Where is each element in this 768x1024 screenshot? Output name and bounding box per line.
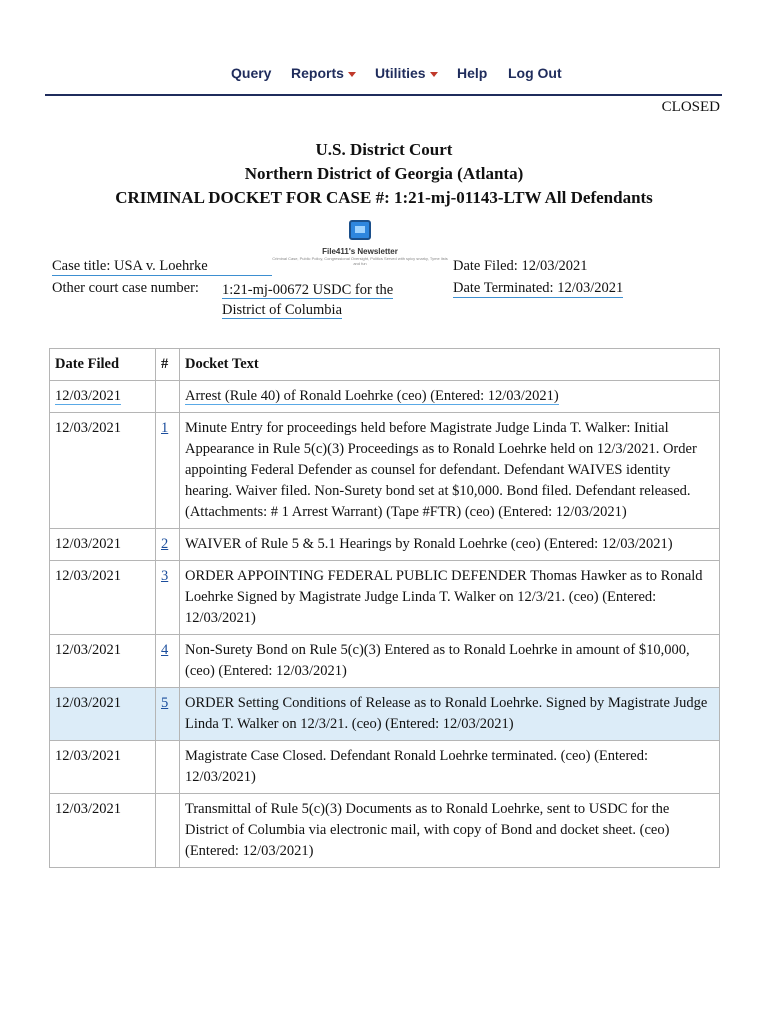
newsletter-banner[interactable] xyxy=(270,220,450,272)
row-docket-text: Minute Entry for proceedings held before Magistrate Judge Linda T. Walker: Initial Appearance in Rule 5(c)(3) Proceedings as to Ronald Loehrke held on 12/3/2021. Order appointing Federal Defender as counsel for defendant. Defendant WAIVES identity hearing. Waiver filed. Non-Surety bond set at $10,000. Bond filed. Defendant released. (Attachments: # 1 Arrest Warrant) (Tape #FTR) (ceo) (Entered: 12/03/2021) xyxy=(180,413,720,529)
row-date: 12/03/2021 xyxy=(50,381,156,413)
row-docket-text: WAIVER of Rule 5 & 5.1 Hearings by Ronald Loehrke (ceo) (Entered: 12/03/2021) xyxy=(180,529,720,561)
table-row xyxy=(50,561,720,635)
document-link[interactable]: 3 xyxy=(161,568,169,584)
nav-logout[interactable] xyxy=(508,65,562,81)
row-number xyxy=(156,635,180,688)
table-header-row xyxy=(50,349,720,381)
court-district: Northern District of Georgia (Atlanta) xyxy=(244,164,524,183)
row-number xyxy=(156,741,180,794)
row-date: 12/03/2021 xyxy=(50,794,156,868)
case-status: CLOSED xyxy=(661,99,720,115)
row-docket-text: ORDER Setting Conditions of Release as to Ronald Loehrke. Signed by Magistrate Judge Linda T. Walker on 12/3/21. (ceo) (Entered: 12/03/2021) xyxy=(180,688,720,741)
newsletter-logo-icon xyxy=(349,220,371,240)
row-docket-text: Magistrate Case Closed. Defendant Ronald Loehrke terminated. (ceo) (Entered: 12/03/2021) xyxy=(180,741,720,794)
table-row xyxy=(50,794,720,868)
nav-help[interactable] xyxy=(457,65,487,81)
row-docket-text: Transmittal of Rule 5(c)(3) Documents as to Ronald Loehrke, sent to USDC for the District of Columbia via electronic mail, with copy of Bond and docket sheet. (ceo) (Entered: 12/03/2021) xyxy=(180,794,720,868)
date-terminated: Date Terminated: 12/03/2021 xyxy=(453,280,624,296)
header-number: # xyxy=(156,349,180,381)
row-date: 12/03/2021 xyxy=(50,529,156,561)
date-filed: Date Filed: 12/03/2021 xyxy=(453,258,588,274)
nav-utilities-label: Utilities xyxy=(375,65,426,81)
document-link[interactable]: 1 xyxy=(161,420,169,436)
nav-help-label: Help xyxy=(457,65,488,81)
nav-reports-label: Reports xyxy=(291,65,344,81)
case-title: Case title: USA v. Loehrke xyxy=(52,258,272,276)
row-number xyxy=(156,794,180,868)
row-number xyxy=(156,413,180,529)
court-name: U.S. District Court xyxy=(315,140,453,159)
table-row xyxy=(50,381,720,413)
table-row xyxy=(50,413,720,529)
table-row xyxy=(50,635,720,688)
other-case-number[interactable] xyxy=(222,280,393,320)
nav-utilities[interactable] xyxy=(375,65,438,81)
row-docket-text: Arrest (Rule 40) of Ronald Loehrke (ceo) (Entered: 12/03/2021) xyxy=(180,381,720,413)
top-nav xyxy=(0,62,768,86)
other-case-number-line2: District of Columbia xyxy=(222,302,343,318)
nav-logout-label: Log Out xyxy=(508,65,562,81)
nav-query-label: Query xyxy=(231,65,272,81)
row-number xyxy=(156,381,180,413)
other-case-number-label: Other court case number: xyxy=(52,280,199,296)
row-date: 12/03/2021 xyxy=(50,561,156,635)
chevron-down-icon xyxy=(348,72,356,77)
row-date: 12/03/2021 xyxy=(50,413,156,529)
header-docket-text: Docket Text xyxy=(180,349,720,381)
row-docket-text: ORDER APPOINTING FEDERAL PUBLIC DEFENDER Thomas Hawker as to Ronald Loehrke Signed by Magistrate Judge Linda T. Walker on 12/3/21. (ceo) (Entered: 12/03/2021) xyxy=(180,561,720,635)
table-row-highlighted xyxy=(50,688,720,741)
document-link[interactable]: 5 xyxy=(161,695,169,711)
nav-divider xyxy=(45,94,722,96)
row-date: 12/03/2021 xyxy=(50,635,156,688)
docket-title: CRIMINAL DOCKET FOR CASE #: 1:21-mj-01143-LTW All Defendants xyxy=(115,188,653,207)
row-docket-text: Non-Surety Bond on Rule 5(c)(3) Entered as to Ronald Loehrke in amount of $10,000, (ceo) (Entered: 12/03/2021) xyxy=(180,635,720,688)
chevron-down-icon xyxy=(430,72,438,77)
newsletter-subtitle: Criminal Case, Public Policy, Congressional Oversight, Politics Served with spicy snarky, Tyme lists and fun xyxy=(272,256,448,266)
header-date-filed: Date Filed xyxy=(50,349,156,381)
row-date: 12/03/2021 xyxy=(50,741,156,794)
row-number xyxy=(156,529,180,561)
nav-query[interactable] xyxy=(231,65,271,81)
document-link[interactable]: 2 xyxy=(161,536,169,552)
docket-table xyxy=(49,348,720,868)
row-number xyxy=(156,561,180,635)
table-row xyxy=(50,529,720,561)
other-case-number-line1: 1:21-mj-00672 USDC for the xyxy=(222,282,394,298)
nav-reports[interactable] xyxy=(291,65,356,81)
newsletter-title: File411's Newsletter xyxy=(322,247,398,256)
table-row xyxy=(50,741,720,794)
row-date: 12/03/2021 xyxy=(50,688,156,741)
document-link[interactable]: 4 xyxy=(161,642,169,658)
row-number xyxy=(156,688,180,741)
